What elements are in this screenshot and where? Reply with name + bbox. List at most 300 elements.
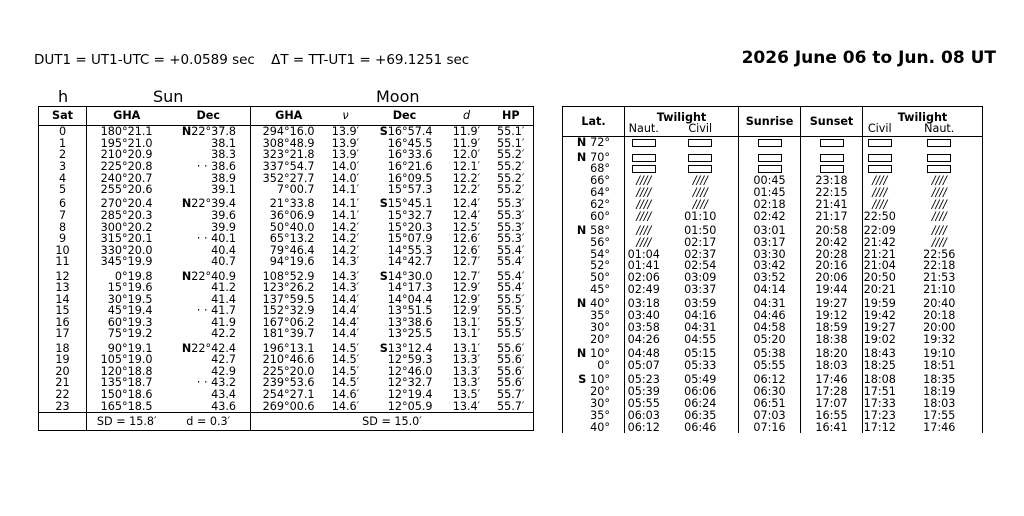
time-cell: 05:55 (627, 397, 660, 410)
time-cell: 17:33 (863, 397, 896, 410)
time-cell: 03:37 (663, 284, 739, 296)
col-sun-dec: Dec (167, 107, 251, 126)
table-cell: 39.1 (167, 184, 251, 196)
table-row (563, 284, 983, 296)
time-cell: 21:53 (897, 272, 983, 284)
table-cell: 14.6′ (331, 388, 360, 402)
time-cell: 06:24 (663, 398, 739, 410)
table-cell: 55.6′ (489, 354, 534, 366)
time-cell: //// (636, 224, 652, 238)
table-cell: 315°20.1 (100, 232, 153, 246)
time-cell: 03:01 (739, 222, 801, 236)
always-lit-box (868, 154, 892, 162)
table-cell: 123°26.2 (262, 281, 315, 295)
table-cell: 38.1 (167, 138, 251, 150)
table-cell: · · 40.1 (167, 233, 251, 245)
time-cell: 18:38 (801, 334, 863, 346)
col-sun-gha: GHA (87, 107, 167, 126)
time-cell: 21:42 (863, 235, 896, 249)
time-cell (625, 149, 663, 163)
time-cell: 07:16 (739, 421, 801, 433)
table-cell: 55.5′ (489, 305, 534, 317)
table-cell: 55.6′ (489, 366, 534, 378)
table-cell: 1 (39, 138, 87, 150)
table-cell: · · 43.2 (167, 377, 251, 389)
table-row (563, 187, 983, 199)
table-cell: 21 (39, 377, 87, 389)
time-cell: 03:58 (627, 321, 660, 335)
time-cell: 21:41 (801, 199, 863, 211)
table-cell: 330°20.0 (100, 243, 153, 257)
table-cell: 337°54.7 (262, 159, 315, 173)
table-cell: 14.0′ (331, 171, 360, 185)
table-cell: 20 (39, 366, 87, 378)
time-cell: 01:50 (663, 222, 739, 236)
time-cell: 03:52 (739, 272, 801, 284)
table-cell: 13.1′ (452, 327, 481, 341)
table-cell: N22°39.4 (167, 196, 251, 210)
table-cell: 210°46.6 (262, 353, 315, 367)
table-cell: N22°37.8 (167, 126, 251, 138)
time-cell: 02:37 (663, 248, 739, 260)
time-cell: 18:51 (897, 360, 983, 372)
time-cell: 03:18 (627, 297, 660, 311)
latitude-cell: 50° (563, 272, 625, 284)
table-row (563, 149, 983, 163)
table-cell: 55.6′ (489, 377, 534, 389)
table-row (563, 210, 983, 222)
time-cell: 20:40 (897, 296, 983, 310)
time-cell: 06:51 (739, 398, 801, 410)
time-cell: 06:30 (739, 386, 801, 398)
time-cell: 02:17 (663, 237, 739, 249)
table-cell: 12.4′ (452, 197, 481, 211)
time-cell: 23:18 (801, 175, 863, 187)
table-cell: 210°20.9 (100, 148, 153, 162)
table-cell: 94°19.6 (269, 255, 315, 269)
table-cell: 55.2′ (489, 184, 534, 196)
time-cell (801, 149, 863, 163)
time-cell: 04:31 (739, 296, 801, 310)
sun-sd: SD = 15.8′ (87, 413, 167, 431)
table-cell: 60°19.3 (107, 315, 153, 329)
table-cell: 11.9′ (452, 136, 481, 150)
col-naut-pm: Naut. (897, 123, 983, 137)
table-row (563, 410, 983, 422)
time-cell: 04:31 (663, 322, 739, 334)
table-cell: 11.9′ (452, 125, 481, 139)
table-cell: 181°39.7 (262, 327, 315, 341)
latitude-cell: 64° (563, 187, 625, 199)
table-cell: 14.5′ (331, 341, 360, 355)
always-lit-box (758, 154, 782, 162)
time-cell: 21:10 (897, 284, 983, 296)
table-cell: 30°19.5 (107, 292, 153, 306)
table-cell: 14.2′ (331, 243, 360, 257)
table-cell: 7 (39, 210, 87, 222)
time-cell: 01:41 (627, 259, 660, 273)
table-cell: 13.4′ (452, 399, 481, 413)
time-cell: 05:20 (739, 334, 801, 346)
always-lit-box (820, 139, 844, 147)
time-cell (739, 137, 801, 149)
time-cell: 06:12 (627, 420, 660, 434)
time-cell: 19:10 (897, 345, 983, 359)
always-lit-box (632, 154, 656, 162)
col-moon-gha: GHA (251, 107, 327, 126)
table-cell: 294°16.0 (262, 125, 315, 139)
time-cell: 18:59 (801, 322, 863, 334)
table-cell: 38.3 (167, 149, 251, 161)
table-cell: 13.3′ (452, 353, 481, 367)
table-row (563, 248, 983, 260)
table-cell: 12.7′ (452, 255, 481, 269)
latitude-cell: 35° (563, 310, 625, 322)
table-row (563, 310, 983, 322)
table-cell: 17 (39, 328, 87, 340)
table-row (39, 305, 534, 317)
time-cell: //// (636, 197, 652, 211)
table-cell: 12.9′ (452, 304, 481, 318)
table-cell: 345°19.9 (100, 255, 153, 269)
time-cell: //// (872, 197, 888, 211)
table-row (563, 137, 983, 149)
latitude-cell: 35° (563, 410, 625, 422)
table-cell: 55.5′ (489, 328, 534, 340)
always-lit-box (927, 165, 951, 173)
time-cell: 20:00 (897, 322, 983, 334)
time-cell: 22:09 (863, 224, 896, 238)
time-cell: 03:40 (627, 309, 660, 323)
latitude-cell: 54° (563, 248, 625, 260)
latitude-cell: N 70° (563, 149, 625, 163)
table-cell: 11 (39, 256, 87, 268)
table-row (39, 161, 534, 173)
table-cell: 55.1′ (489, 138, 534, 150)
table-row (39, 268, 534, 282)
table-row (39, 400, 534, 412)
table-cell: 65°13.2 (269, 232, 315, 246)
table-cell: 12.1′ (452, 159, 481, 173)
table-cell: 14.5′ (331, 353, 360, 367)
time-cell: 18:35 (897, 372, 983, 386)
time-cell: 18:03 (897, 398, 983, 410)
table-row (563, 175, 983, 187)
time-cell: 01:45 (739, 187, 801, 199)
table-cell: 240°20.7 (100, 171, 153, 185)
always-lit-box (758, 165, 782, 173)
table-cell: 14 (39, 294, 87, 306)
always-lit-box (868, 139, 892, 147)
table-row (39, 328, 534, 340)
time-cell: //// (897, 210, 983, 222)
always-lit-box (688, 154, 712, 162)
table-cell: 13.1′ (452, 315, 481, 329)
time-cell: 17:55 (897, 410, 983, 422)
latitude-cell: 30° (563, 398, 625, 410)
table-row (563, 296, 983, 310)
table-cell: 14.2′ (331, 232, 360, 246)
table-row (39, 233, 534, 245)
table-cell: 12.5′ (452, 220, 481, 234)
table-cell: N22°42.4 (167, 340, 251, 354)
table-cell: 55.5′ (489, 294, 534, 306)
table-cell: 300°20.2 (100, 220, 153, 234)
time-cell: 16:41 (801, 421, 863, 433)
table-cell: 90°19.1 (107, 341, 153, 355)
table-cell: S14°30.0 (379, 269, 433, 283)
time-cell (897, 163, 983, 175)
time-cell: 04:14 (739, 284, 801, 296)
time-cell: 02:54 (663, 260, 739, 272)
table-cell: 79°46.4 (269, 243, 315, 257)
table-cell: 14.1′ (331, 197, 360, 211)
table-cell: 50°40.0 (269, 220, 315, 234)
time-cell: //// (897, 199, 983, 211)
time-cell: //// (897, 187, 983, 199)
table-cell: 13.9′ (331, 136, 360, 150)
time-cell: 22:15 (801, 187, 863, 199)
table-cell: 13°38.6 (387, 315, 433, 329)
time-cell (863, 137, 897, 149)
table-cell: N22°40.9 (167, 268, 251, 282)
table-cell: 108°52.9 (262, 269, 315, 283)
time-cell: 18:03 (801, 360, 863, 372)
time-cell: 19:32 (897, 334, 983, 346)
time-cell: 22:50 (863, 209, 896, 223)
table-row (39, 126, 534, 138)
table-cell: 43.4 (167, 389, 251, 401)
time-cell: 01:04 (627, 247, 660, 261)
table-cell: 14°17.3 (387, 281, 433, 295)
table-row (39, 354, 534, 366)
right-header-row (563, 107, 983, 124)
table-cell: 42.9 (167, 366, 251, 378)
time-cell (863, 163, 897, 175)
table-cell: 15 (39, 305, 87, 317)
table-cell: 13°25.5 (387, 327, 433, 341)
table-row (39, 389, 534, 401)
table-cell: 270°20.4 (100, 197, 153, 211)
time-cell: 07:03 (739, 410, 801, 422)
table-cell: 14.5′ (331, 364, 360, 378)
always-lit-box (632, 165, 656, 173)
table-cell: 16°33.6 (387, 148, 433, 162)
table-cell: 55.4′ (489, 282, 534, 294)
time-cell: 06:06 (663, 386, 739, 398)
table-cell: 14.4′ (331, 327, 360, 341)
table-cell: 23 (39, 400, 87, 412)
table-cell: 41.9 (167, 317, 251, 329)
time-cell: 16:55 (801, 410, 863, 422)
time-cell (897, 137, 983, 149)
table-cell: 39.9 (167, 221, 251, 233)
time-cell: 19:12 (801, 310, 863, 322)
col-twilight-am: Twilight (625, 107, 739, 124)
time-cell (801, 163, 863, 175)
time-cell: 20:28 (801, 248, 863, 260)
time-cell (663, 163, 739, 175)
table-cell: 13°51.5 (387, 304, 433, 318)
time-cell (897, 149, 983, 163)
table-cell: 15°32.7 (387, 208, 433, 222)
table-cell: 12 (39, 268, 87, 282)
col-moon-v: ν (327, 107, 365, 126)
table-cell: 12°19.4 (387, 388, 433, 402)
time-cell: 19:44 (801, 284, 863, 296)
time-cell: 22:56 (897, 248, 983, 260)
table-cell: 16°09.5 (387, 171, 433, 185)
time-cell: 18:20 (801, 345, 863, 359)
table-cell: 14.1′ (331, 183, 360, 197)
table-cell: 55.2′ (489, 149, 534, 161)
time-cell: 19:02 (863, 332, 896, 346)
time-cell: 18:25 (863, 359, 896, 373)
table-cell: 150°18.6 (100, 388, 153, 402)
time-cell: 06:35 (663, 410, 739, 422)
time-cell: 22:18 (897, 260, 983, 272)
time-cell: 17:12 (863, 420, 896, 434)
table-cell: 137°59.5 (262, 292, 315, 306)
always-lit-box (688, 139, 712, 147)
table-cell: 13 (39, 282, 87, 294)
delta-t-text: ΔT = TT-UT1 = +69.1251 sec (271, 52, 470, 68)
table-row (39, 256, 534, 268)
table-cell: 75°19.2 (107, 327, 153, 341)
table-cell: 12.9′ (452, 292, 481, 306)
time-cell: 20:18 (897, 310, 983, 322)
always-lit-box (927, 139, 951, 147)
time-cell: 19:42 (863, 309, 896, 323)
table-cell: 352°27.7 (262, 171, 315, 185)
table-cell: 285°20.3 (100, 208, 153, 222)
table-cell: 2 (39, 149, 87, 161)
time-cell: //// (663, 187, 739, 199)
time-cell (663, 149, 739, 163)
sun-group-label: Sun (153, 87, 184, 106)
table-cell: 40.7 (167, 256, 251, 268)
time-cell: 00:45 (739, 175, 801, 187)
table-cell: 12.2′ (452, 183, 481, 197)
time-cell: 03:59 (663, 296, 739, 310)
latitude-cell: 68° (563, 163, 625, 175)
table-cell: 21°33.8 (269, 197, 315, 211)
table-cell: 55.3′ (489, 233, 534, 245)
table-cell: 196°13.1 (262, 341, 315, 355)
time-cell: //// (897, 175, 983, 187)
time-cell: 04:58 (739, 322, 801, 334)
latitude-cell: 40° (563, 421, 625, 433)
table-cell: 13.9′ (331, 148, 360, 162)
table-cell: 7°00.7 (276, 183, 315, 197)
col-sunrise: Sunrise (739, 107, 801, 137)
time-cell: 03:09 (663, 272, 739, 284)
table-cell: 12.2′ (452, 171, 481, 185)
always-lit-box (868, 165, 892, 173)
time-cell: //// (897, 222, 983, 236)
table-row (563, 360, 983, 372)
table-cell: 269°00.6 (262, 399, 315, 413)
time-cell: 05:39 (627, 385, 660, 399)
table-cell: 16 (39, 317, 87, 329)
table-cell: 4 (39, 172, 87, 184)
table-cell: 12.9′ (452, 281, 481, 295)
table-cell: 55.4′ (489, 245, 534, 257)
col-moon-d: d (445, 107, 489, 126)
time-cell: 06:46 (663, 421, 739, 433)
latitude-cell: 20° (563, 386, 625, 398)
latitude-cell: N 10° (563, 345, 625, 359)
latitude-cell: 0° (563, 360, 625, 372)
table-cell: 55.6′ (489, 340, 534, 354)
table-cell: 14.2′ (331, 220, 360, 234)
table-cell: 180°21.1 (100, 125, 153, 139)
table-cell: 16°45.5 (387, 136, 433, 150)
time-cell: //// (872, 186, 888, 200)
time-cell: 18:19 (897, 386, 983, 398)
moon-sd: SD = 15.0′ (251, 413, 534, 431)
table-cell: 15°19.6 (107, 281, 153, 295)
table-cell: 39.6 (167, 210, 251, 222)
time-cell: 20:21 (863, 283, 896, 297)
table-cell: 14.5′ (331, 376, 360, 390)
time-cell: 05:33 (663, 360, 739, 372)
table-cell: 40.4 (167, 245, 251, 257)
time-cell: //// (663, 199, 739, 211)
time-cell: 03:30 (739, 248, 801, 260)
table-row (563, 322, 983, 334)
table-row (39, 196, 534, 210)
table-row (563, 237, 983, 249)
date-range-title: 2026 June 06 to Jun. 08 UT (741, 48, 996, 68)
time-cell (625, 137, 663, 149)
table-cell: 12.6′ (452, 243, 481, 257)
table-cell: 55.1′ (489, 126, 534, 138)
time-cell: 03:42 (739, 260, 801, 272)
table-cell: 14.4′ (331, 315, 360, 329)
table-row (39, 184, 534, 196)
table-cell: 18 (39, 340, 87, 354)
table-cell: S13°12.4 (379, 341, 433, 355)
always-lit-box (820, 165, 844, 173)
delta-header (34, 52, 481, 68)
table-cell: 12°32.7 (387, 376, 433, 390)
time-cell: 02:06 (627, 271, 660, 285)
table-cell: 55.3′ (489, 210, 534, 222)
latitude-cell: 66° (563, 175, 625, 187)
table-row (563, 272, 983, 284)
table-cell: 55.2′ (489, 172, 534, 184)
table-cell: 12°05.9 (387, 399, 433, 413)
time-cell: 06:12 (739, 372, 801, 386)
table-row (39, 210, 534, 222)
table-cell: 14.1′ (331, 208, 360, 222)
time-cell: 17:46 (801, 372, 863, 386)
time-cell: //// (636, 235, 652, 249)
time-cell: 03:17 (739, 237, 801, 249)
time-cell: //// (636, 174, 652, 188)
table-cell: 323°21.8 (262, 148, 315, 162)
moon-group-label: Moon (376, 87, 420, 106)
table-cell: 13.5′ (452, 388, 481, 402)
time-cell: 21:17 (801, 210, 863, 222)
table-cell: 12.0′ (452, 148, 481, 162)
time-cell: 01:10 (663, 210, 739, 222)
table-row (563, 199, 983, 211)
table-cell: S16°57.4 (379, 125, 433, 139)
time-cell: 20:50 (863, 271, 896, 285)
table-cell: 14°04.4 (387, 292, 433, 306)
